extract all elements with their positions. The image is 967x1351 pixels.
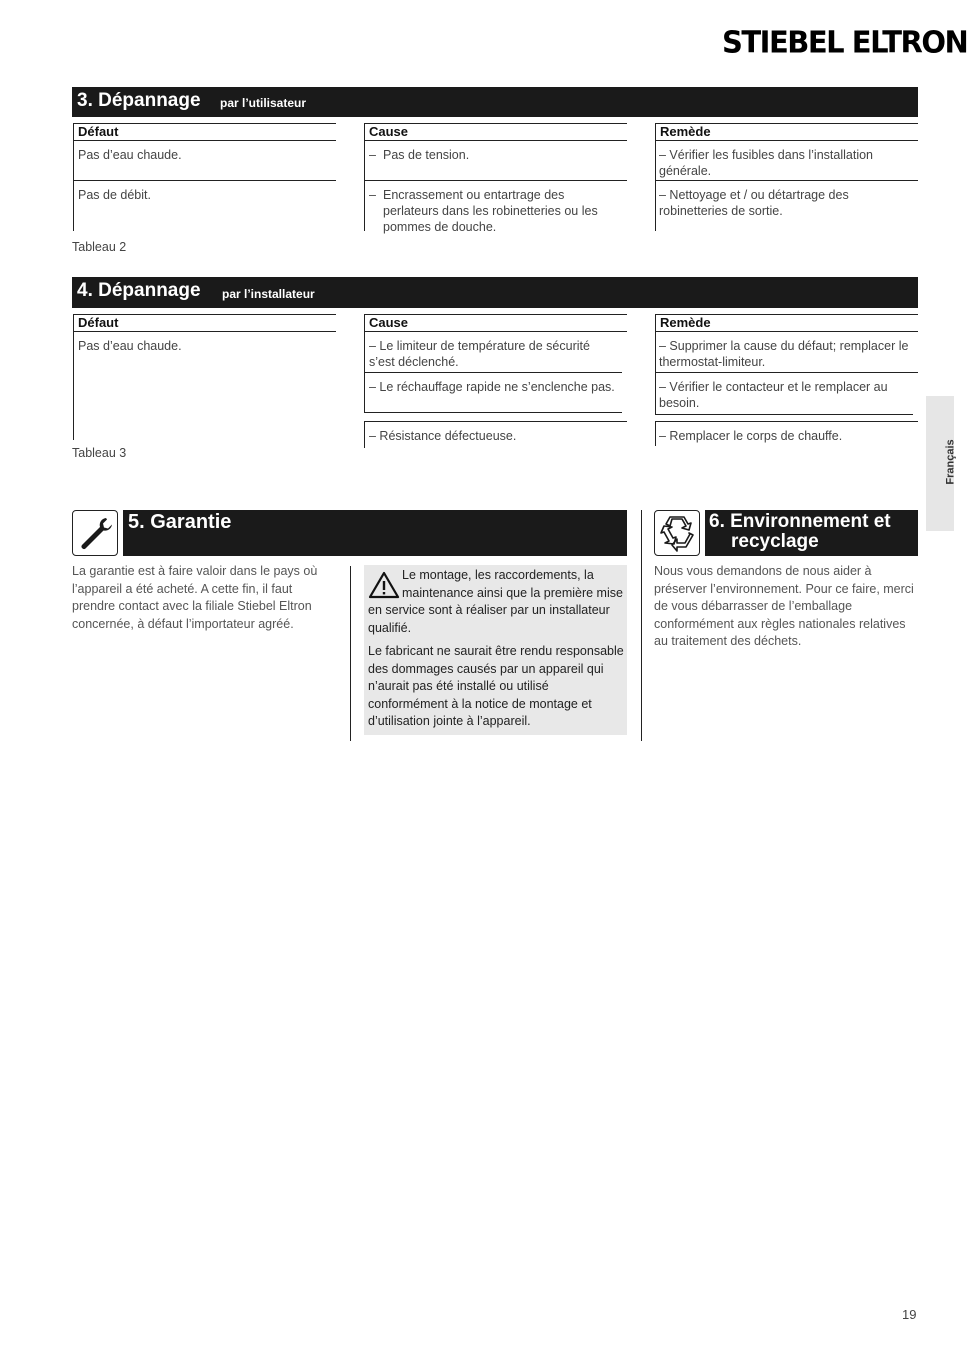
section3-remede-2: – Nettoyage et / ou détartrage des robinetteries de sortie. [659, 188, 849, 218]
section3-subtitle: par l’utilisateur [220, 96, 307, 110]
wrench-icon-box [72, 510, 118, 556]
section4-header [72, 277, 918, 308]
section5-header [123, 510, 627, 556]
section3-remede-1: – Vérifier les fusibles dans l’installation générale. [659, 148, 873, 178]
warning-notice [364, 565, 627, 735]
section4-defaut-1: Pas d’eau chaude. [78, 339, 182, 353]
section3-cause-2: Encrassement ou entartrage des perlateurs dans les robinetteries ou les pommes de douche. [383, 188, 598, 234]
section4-cause-cell [364, 373, 622, 413]
section3-remede-cell [655, 181, 918, 231]
section3-title: 3. Dépannage [77, 90, 201, 111]
section6-title-line2: recyclage [731, 531, 819, 552]
section4-title: 4. Dépannage [77, 280, 201, 301]
language-tab-label: Français [944, 439, 957, 485]
section6-header [705, 510, 918, 556]
section3-defaut-header: Défaut [73, 123, 336, 141]
section3-header [72, 87, 918, 117]
section4-cause-header: Cause [364, 314, 627, 332]
table3-caption: Tableau 3 [72, 446, 127, 460]
section3-cause-column [364, 123, 627, 234]
page-number: 19 [902, 1307, 917, 1322]
section4-cause-cell [364, 421, 627, 448]
table2-caption: Tableau 2 [72, 240, 127, 254]
section3-defaut-cell [73, 141, 336, 181]
recycle-icon-box [654, 510, 700, 556]
section3-defaut-2: Pas de débit. [78, 188, 151, 202]
section4-subtitle: par l’installateur [222, 287, 315, 301]
recycle-icon [657, 513, 697, 553]
section4-defaut-column [73, 314, 336, 440]
section4-remede-3: – Remplacer le corps de chauffe. [659, 429, 843, 443]
section4-defaut-header: Défaut [73, 314, 336, 332]
section6-text: Nous vous demandons de nous aider à préserver l’environnement. Pour ce faire, merci de vous débarrasser de l’emballage conformément aux règles nationales relatives au traitement des déchets. [654, 564, 914, 648]
section4-cause-column [364, 314, 627, 448]
warning-icon [368, 571, 400, 599]
brand-logo: STIEBEL ELTRON [722, 24, 967, 60]
section3-cause-cell [364, 181, 627, 234]
section3-remede-header: Remède [655, 123, 918, 141]
section3-remede-column [655, 123, 918, 231]
wrench-icon [75, 513, 115, 553]
section6-title-line1: 6. Environnement et [709, 511, 891, 532]
section4-defaut-cell [73, 332, 336, 440]
column-divider [641, 510, 642, 741]
column-divider [350, 566, 351, 741]
section4-remede-cell [655, 421, 918, 446]
section4-remede-header: Remède [655, 314, 918, 332]
section3-cause-cell [364, 141, 627, 181]
section3-remede-cell [655, 141, 918, 181]
section4-remede-column [655, 314, 918, 446]
dash: – [369, 148, 376, 162]
section4-cause-3: – Résistance défectueuse. [369, 429, 517, 443]
section4-cause-cell [364, 332, 622, 373]
section3-cause-1: Pas de tension. [383, 148, 470, 162]
section4-cause-2: – Le réchauffage rapide ne s’enclenche pas. [369, 380, 615, 394]
dash: – [369, 188, 376, 202]
section4-remede-cell [655, 373, 913, 415]
section3-defaut-column [73, 123, 336, 231]
section4-cause-1: – Le limiteur de température de sécurité s’est déclenché. [369, 339, 590, 369]
section5-title: 5. Garantie [128, 511, 232, 533]
language-tab[interactable] [926, 396, 957, 531]
section4-remede-cell [655, 332, 918, 373]
section4-remede-2: – Vérifier le contacteur et le remplacer au besoin. [659, 380, 888, 410]
section5-text: La garantie est à faire valoir dans le pays où l’appareil a été acheté. A cette fin, il faut prendre contact avec la filiale Stiebel Eltron concernée, à défaut l’importateur agréé. [72, 564, 318, 631]
notice-paragraph-2: Le fabricant ne saurait être rendu responsable des dommages causés par un appareil qui n’aurait pas été installé ou utilisé conformément à la notice de montage et d’utilisation jointe à l’appareil. [368, 644, 624, 728]
section4-remede-1: – Supprimer la cause du défaut; remplacer le thermostat-limiteur. [659, 339, 909, 369]
notice-paragraph-1: Le montage, les raccordements, la maintenance ainsi que la première mise en service sont à réaliser par un installateur qualifié. [368, 568, 623, 635]
section3-cause-header: Cause [364, 123, 627, 141]
section3-defaut-cell [73, 181, 336, 231]
section3-defaut-1: Pas d’eau chaude. [78, 148, 182, 162]
